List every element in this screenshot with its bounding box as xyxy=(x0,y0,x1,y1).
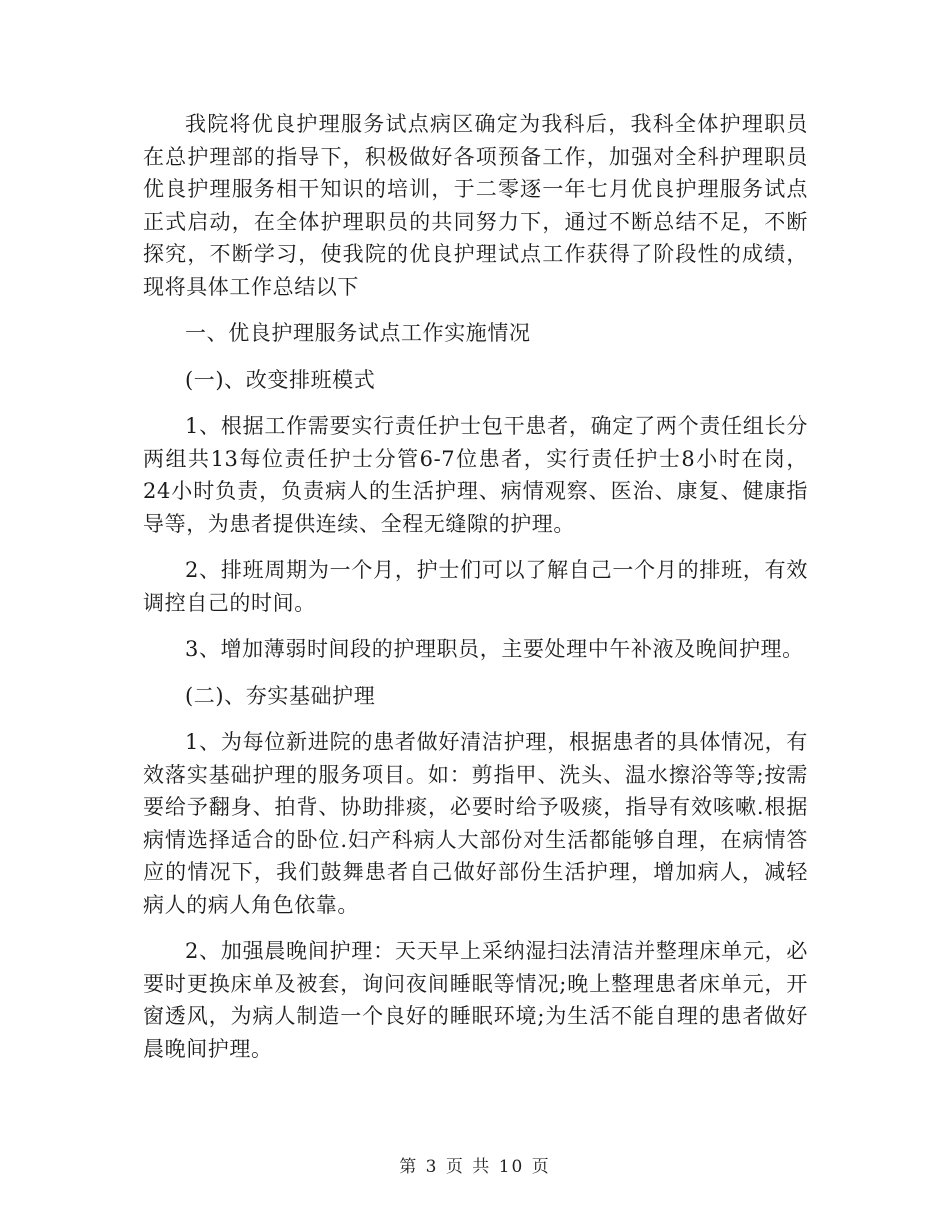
paragraph-item-1: 1、根据工作需要实行责任护士包干患者，确定了两个责任组长分两组共13每位责任护士分管6-7位患者，实行责任护士8小时在岗，24小时负责，负责病人的生活护理、病情观察、医治、康复、健康指导等，为患者提供连续、全程无缝隙的护理。 xyxy=(143,414,808,536)
page-footer: 第 3 页 共 10 页 xyxy=(399,1157,551,1177)
paragraph-item-5: 2、加强晨晚间护理：天天早上采纳湿扫法清洁并整理床单元，必要时更换床单及被套，询问夜间睡眠等情况;晚上整理患者床单元，开窗透风，为病人制造一个良好的睡眠环境;为生活不能自理的患者做好晨晚间护理。 xyxy=(143,939,808,1061)
subsection-heading-1: (一)、改变排班模式 xyxy=(185,367,376,392)
paragraph-item-4: 1、为每位新进院的患者做好清洁护理，根据患者的具体情况，有效落实基础护理的服务项目。如：剪指甲、洗头、温水擦浴等等;按需要给予翻身、拍背、协助排痰，必要时给予吸痰，指导有效咳嗽.根据病情选择适合的卧位.妇产科病人大部份对生活都能够自理，在病情答应的情况下，我们鼓舞患者自己做好部份生活护理，增加病人，减轻病人的病人角色依靠。 xyxy=(143,730,808,917)
section-heading-1: 一、优良护理服务试点工作实施情况 xyxy=(185,321,531,345)
document-body xyxy=(143,108,808,1065)
paragraph-intro: 我院将优良护理服务试点病区确定为我科后，我科全体护理职员在总护理部的指导下，积极做好各项预备工作，加强对全科护理职员优良护理服务相干知识的培训，于二零逐一年七月优良护理服务试点正式启动，在全体护理职员的共同努力下，通过不断总结不足，不断探究，不断学习，使我院的优良护理试点工作获得了阶段性的成绩，现将具体工作总结以下 xyxy=(143,112,808,299)
paragraph-item-2: 2、排班周期为一个月，护士们可以了解自己一个月的排班，有效调控自己的时间。 xyxy=(143,558,808,615)
subsection-heading-2: (二)、夯实基础护理 xyxy=(185,683,376,708)
paragraph-item-3: 3、增加薄弱时间段的护理职员，主要处理中午补液及晚间护理。 xyxy=(185,637,804,661)
